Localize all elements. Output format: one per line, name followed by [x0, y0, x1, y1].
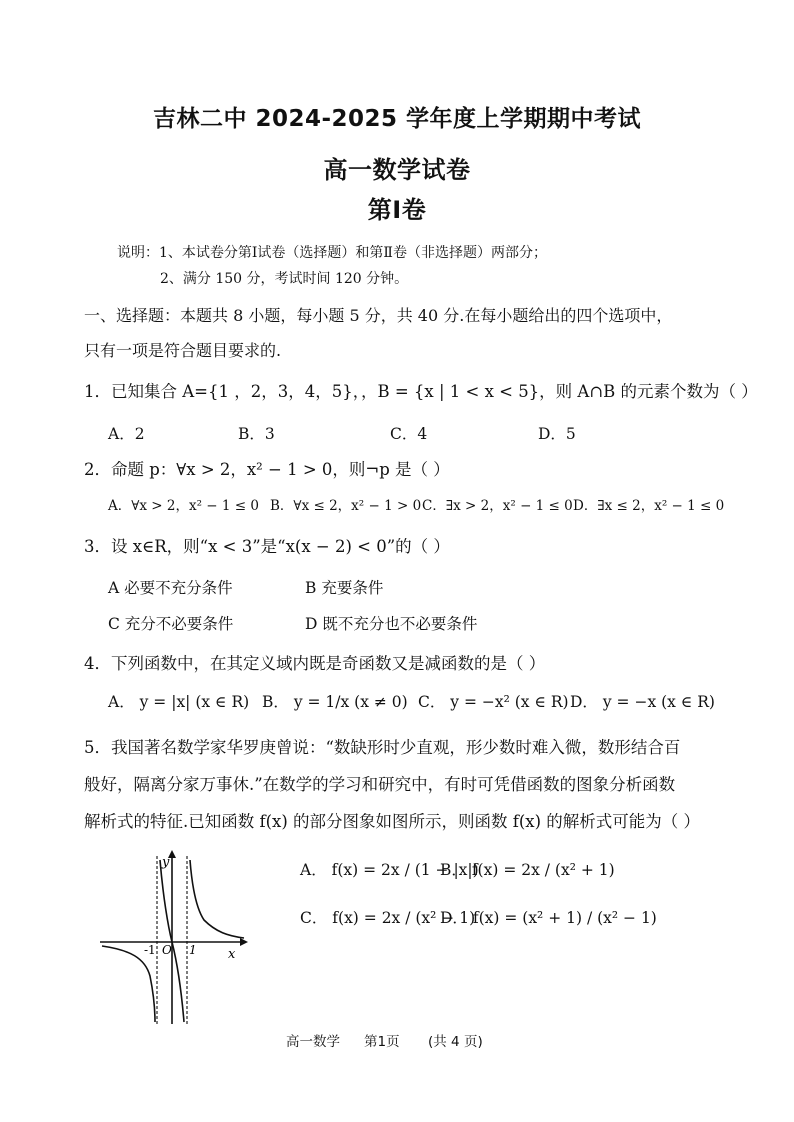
- question-5-stem-line-3: 解析式的特征.已知函数 f(x) 的部分图象如图所示，则函数 f(x) 的解析式可能为（ ）: [84, 812, 701, 831]
- note-line-1: 说明：1、本试卷分第Ⅰ试卷（选择题）和第Ⅱ卷（非选择题）两部分；: [117, 245, 547, 261]
- q2-option-c: C．∃x > 2，x² − 1 ≤ 0: [422, 498, 573, 514]
- q3-option-d: D 既不充分也不必要条件: [305, 615, 478, 633]
- curve-left-branch: [102, 946, 155, 1022]
- q1-option-d: D．5: [538, 425, 576, 443]
- q2-option-a: A．∀x > 2，x² − 1 ≤ 0: [108, 498, 259, 514]
- q5-option-b: B． f(x) = 2x / (x² + 1): [440, 861, 615, 879]
- q5-function-graph: [100, 846, 250, 1026]
- q1-option-b: B．3: [238, 425, 275, 443]
- q2-option-b: B．∀x ≤ 2，x² − 1 > 0: [270, 498, 422, 514]
- q3-option-a: A 必要不充分条件: [108, 579, 233, 597]
- q5-option-a: A． f(x) = 2x / (1 − |x|): [300, 861, 479, 879]
- section-heading-line-1: 一、选择题：本题共 8 小题，每小题 5 分，共 40 分.在每小题给出的四个选项中，: [84, 306, 673, 325]
- note-line-2: 2、满分 150 分，考试时间 120 分钟。: [160, 271, 409, 287]
- footer-page: 第1页: [364, 1034, 400, 1050]
- y-axis-label: y: [162, 855, 170, 870]
- q4-option-b: B． y = 1/x (x ≠ 0): [262, 693, 408, 711]
- x-axis-arrow: [240, 938, 248, 946]
- origin-label: O: [162, 943, 172, 957]
- q1-option-a: A．2: [108, 425, 145, 443]
- question-5-stem-line-1: 5．我国著名数学家华罗庚曾说：“数缺形时少直观，形少数时难入微，数形结合百: [84, 738, 681, 757]
- q5-option-c: C． f(x) = 2x / (x² − 1): [300, 909, 476, 927]
- question-1-stem: 1．已知集合 A={1 ，2，3，4，5}，，B = {x | 1 < x < 5}，则 A∩B 的元素个数为（ ）: [84, 382, 758, 401]
- question-2-stem: 2．命题 p：∀x > 2，x² − 1 > 0，则¬p 是（ ）: [84, 460, 450, 479]
- q4-option-d: D． y = −x (x ∈ R): [570, 693, 715, 711]
- q1-option-c: C．4: [390, 425, 428, 443]
- section-heading-line-2: 只有一项是符合题目要求的.: [84, 341, 282, 360]
- curve-right-branch: [190, 860, 244, 938]
- q3-option-c: C 充分不必要条件: [108, 615, 234, 633]
- question-5-stem-line-2: 般好，隔离分家万事休.”在数学的学习和研究中，有时可凭借函数的图象分析函数: [84, 775, 676, 794]
- q2-option-d: D．∃x ≤ 2，x² − 1 ≤ 0: [573, 498, 725, 514]
- footer-total-pages: (共 4 页): [428, 1034, 483, 1050]
- question-3-stem: 3．设 x∈R，则“x < 3”是“x(x − 2) < 0”的（ ）: [84, 537, 450, 556]
- neg-one-label: -1: [144, 943, 156, 957]
- question-4-stem: 4．下列函数中，在其定义域内既是奇函数又是减函数的是（ ）: [84, 654, 546, 673]
- exam-title: 吉林二中 2024-2025 学年度上学期期中考试: [152, 106, 642, 132]
- volume-title: 第Ⅰ卷: [367, 196, 427, 224]
- q5-option-d: D． f(x) = (x² + 1) / (x² − 1): [440, 909, 657, 927]
- footer-subject: 高一数学: [286, 1034, 340, 1050]
- x-axis-label: x: [228, 947, 236, 962]
- q3-option-b: B 充要条件: [305, 579, 384, 597]
- q4-option-c: C． y = −x² (x ∈ R): [418, 693, 569, 711]
- paper-subtitle: 高一数学试卷: [323, 156, 471, 184]
- q4-option-a: A． y = |x| (x ∈ R): [108, 693, 250, 711]
- one-label: 1: [189, 943, 197, 957]
